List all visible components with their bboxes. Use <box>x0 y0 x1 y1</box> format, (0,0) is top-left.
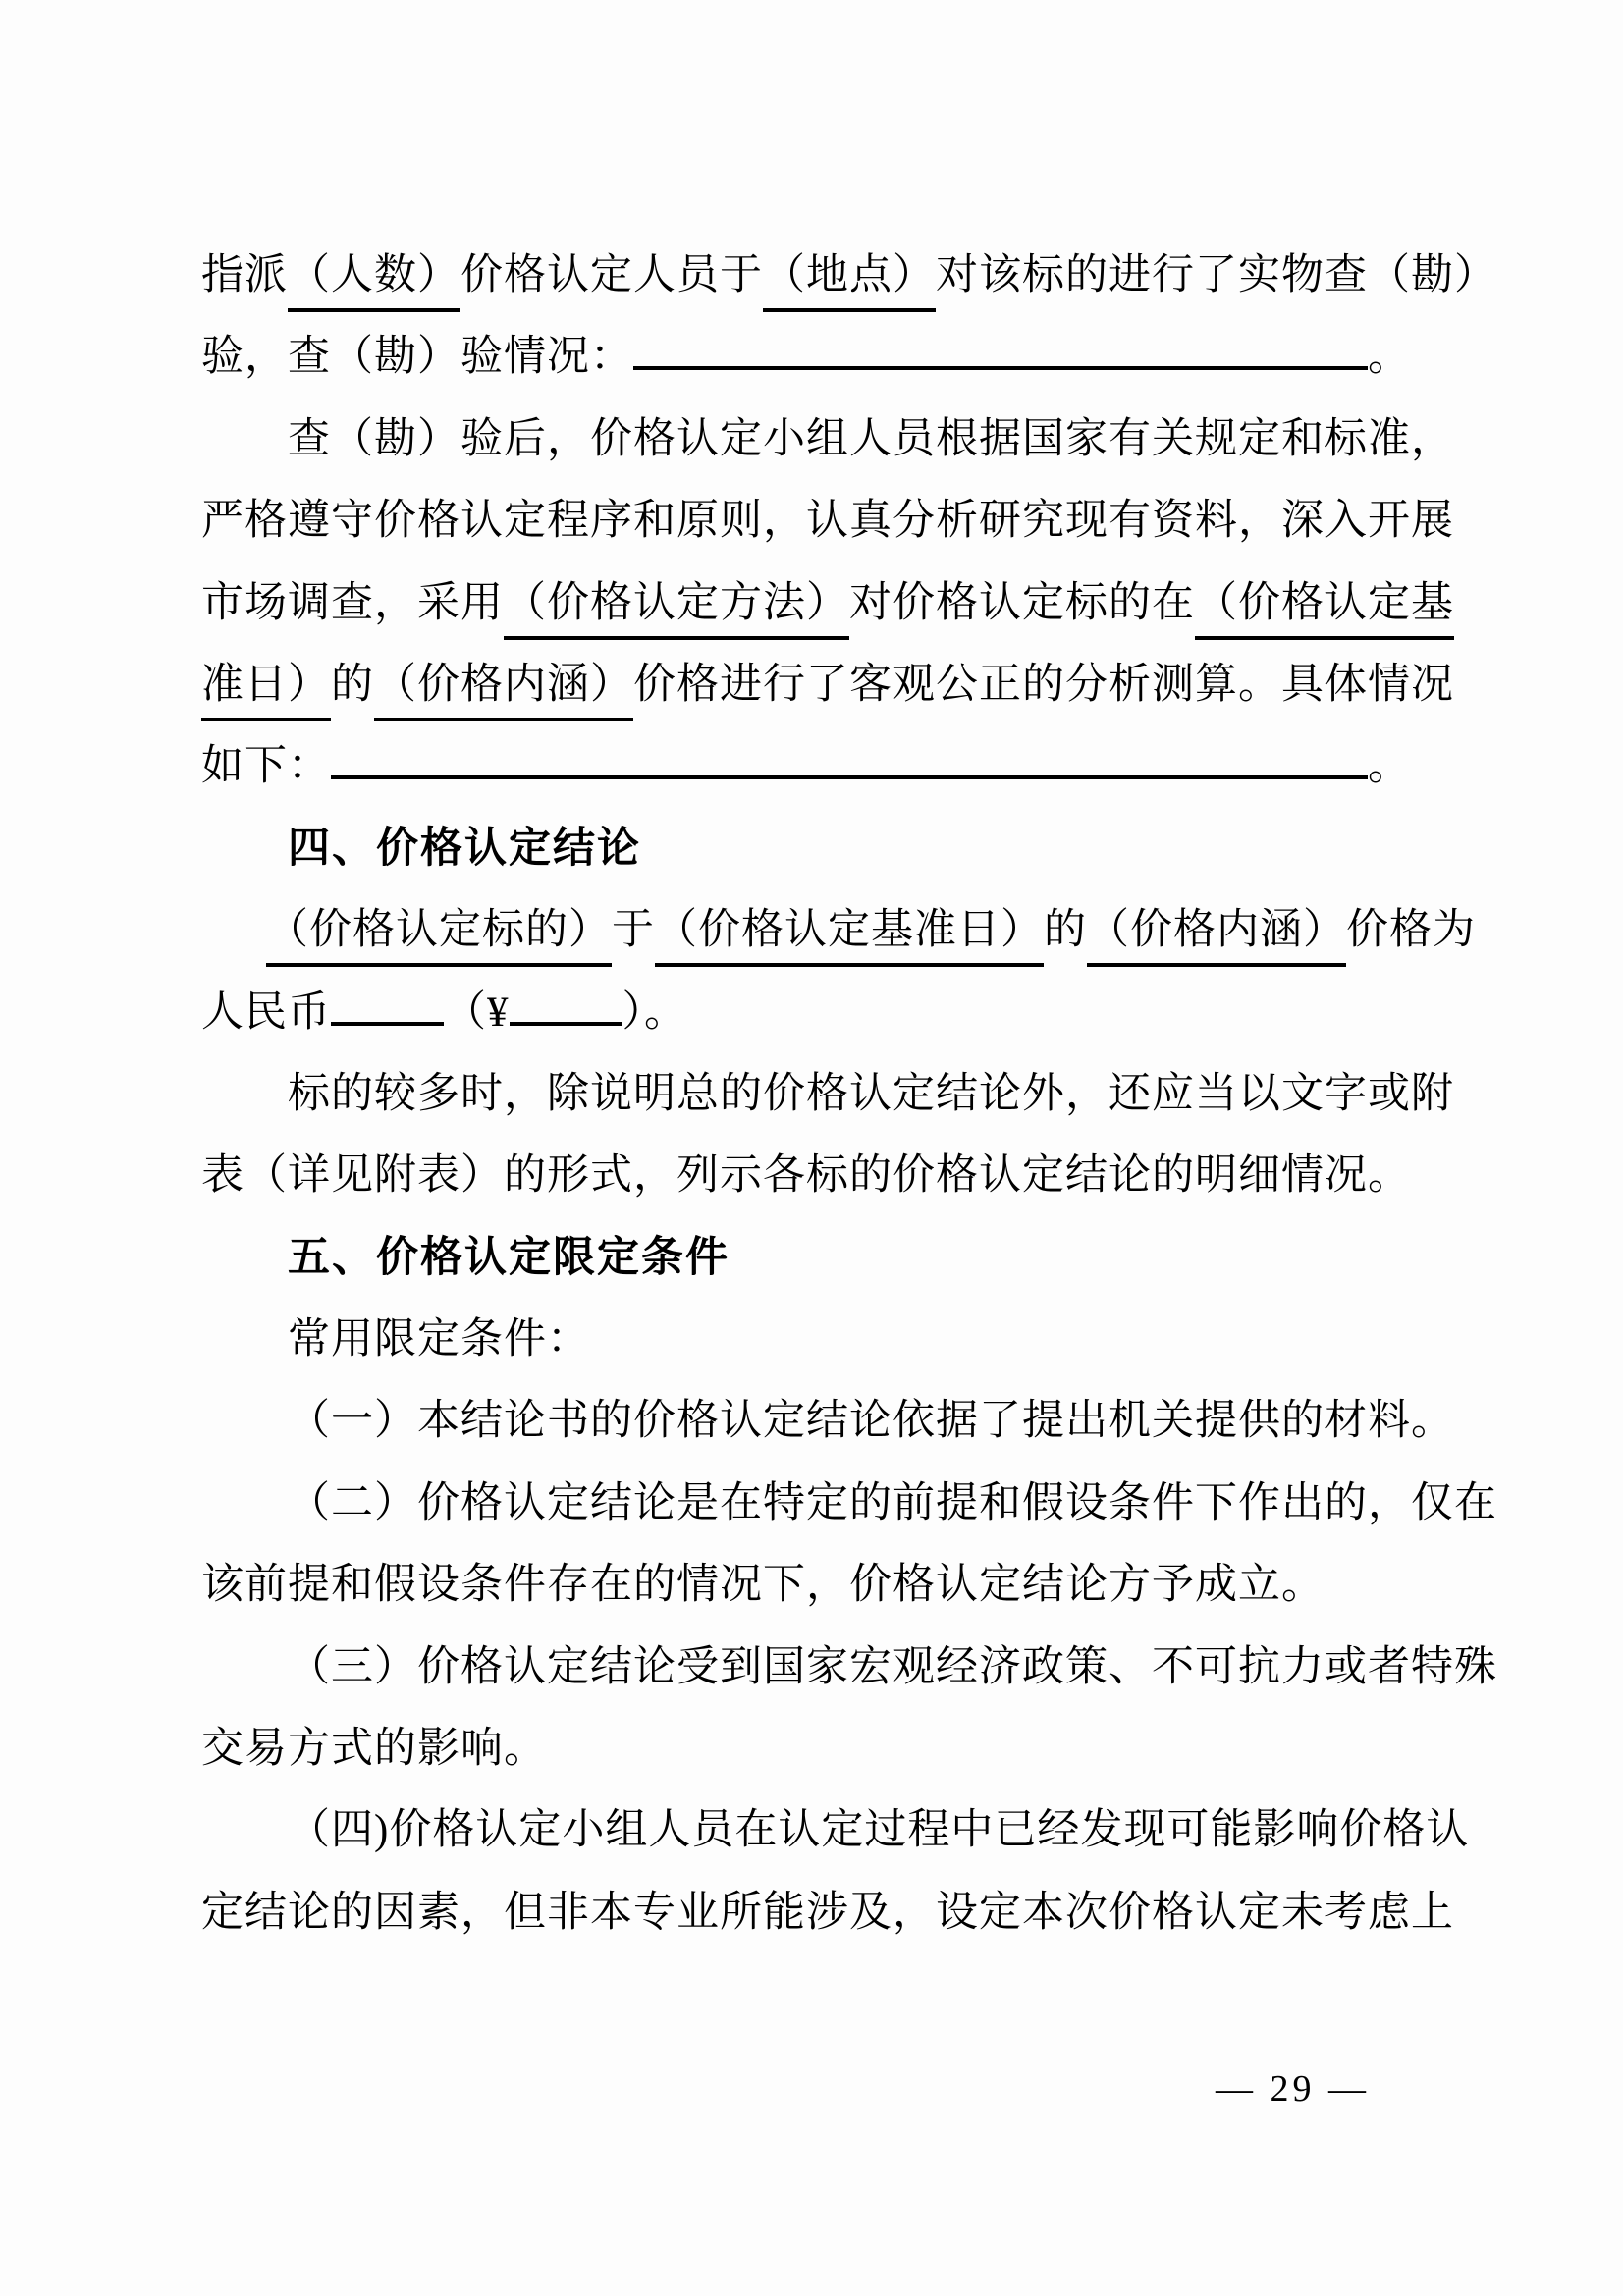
underlined-placeholder-text: 准日） <box>201 651 331 721</box>
text-line <box>201 732 1411 814</box>
text-line <box>201 241 1497 323</box>
blank-underline-field <box>331 1022 444 1026</box>
text-segment: 价格为 <box>1346 907 1476 954</box>
text-line <box>201 1469 1497 1551</box>
text-segment: 标的较多时，除说明总的价格认定结论外，还应当以文字或附 <box>288 1070 1454 1117</box>
text-segment: 交易方式的影响。 <box>201 1726 547 1773</box>
text-segment: （一）本结论书的价格认定结论依据了提出机关提供的材料。 <box>288 1398 1454 1445</box>
text-segment: 。 <box>1368 743 1411 790</box>
text-line <box>201 896 1476 978</box>
text-segment: 市场调查，采用 <box>201 579 504 626</box>
text-segment: （二）价格认定结论是在特定的前提和假设条件下作出的，仅在 <box>288 1479 1497 1526</box>
text-segment: 对价格认定标的在 <box>849 579 1195 626</box>
underlined-placeholder-text: （价格认定方法） <box>504 569 849 640</box>
text-segment: 该前提和假设条件存在的情况下，价格认定结论方予成立。 <box>201 1562 1325 1609</box>
document-body <box>201 241 1497 1960</box>
text-segment: （三）价格认定结论受到国家宏观经济政策、不可抗力或者特殊 <box>288 1643 1497 1690</box>
text-segment: 价格认定人员于 <box>460 252 763 298</box>
text-line <box>201 1387 1454 1468</box>
text-line <box>201 1142 1411 1223</box>
text-segment: 四、价格认定结论 <box>288 824 641 872</box>
text-segment: 的 <box>1044 907 1087 954</box>
text-line <box>201 651 1454 732</box>
text-segment: 严格遵守价格认定程序和原则，认真分析研究现有资料，深入开展 <box>201 498 1454 545</box>
text-line <box>201 979 1411 1060</box>
text-segment: 。 <box>1368 334 1411 381</box>
text-line <box>201 1551 1411 1632</box>
text-segment: 人民币 <box>201 988 331 1036</box>
text-segment: 定结论的因素，但非本专业所能涉及，设定本次价格认定未考虑上 <box>201 1889 1454 1936</box>
underlined-placeholder-text: （价格内涵） <box>374 651 633 721</box>
text-segment: 验，查（勘）验情况： <box>201 334 633 381</box>
text-segment: （¥ <box>444 988 510 1036</box>
text-segment: 于 <box>612 907 655 954</box>
text-segment: 五、价格认定限定条件 <box>288 1233 730 1281</box>
text-segment: 如下： <box>201 743 331 790</box>
text-line <box>201 1796 1470 1878</box>
text-segment: 常用限定条件： <box>288 1316 590 1363</box>
text-line <box>201 405 1454 487</box>
blank-underline-field <box>633 366 1368 370</box>
text-segment: 价格进行了客观公正的分析测算。具体情况 <box>633 661 1454 708</box>
underlined-placeholder-text: （价格认定基 <box>1195 569 1454 640</box>
text-line <box>201 1633 1497 1715</box>
blank-underline-field <box>331 775 1368 779</box>
text-line <box>201 1715 1411 1796</box>
underlined-placeholder-text: （价格认定基准日） <box>655 896 1044 967</box>
underlined-placeholder-text: （人数） <box>288 241 460 312</box>
text-line <box>201 323 1411 404</box>
text-segment: 表（详见附表）的形式，列示各标的价格认定结论的明细情况。 <box>201 1152 1411 1200</box>
text-line <box>201 1879 1454 1960</box>
blank-underline-field <box>510 1022 622 1026</box>
text-line <box>201 1060 1454 1142</box>
text-segment: （四)价格认定小组人员在认定过程中已经发现可能影响价格认 <box>288 1807 1470 1854</box>
text-segment: 指派 <box>201 252 288 298</box>
text-segment: 对该标的进行了实物查（勘） <box>936 252 1497 298</box>
section-heading <box>201 1224 1411 1306</box>
section-heading <box>201 815 1411 896</box>
text-segment: ）。 <box>622 988 687 1036</box>
underlined-placeholder-text: （价格认定标的） <box>266 896 612 967</box>
text-segment: 的 <box>331 661 374 708</box>
underlined-placeholder-text: （地点） <box>763 241 936 312</box>
text-line <box>201 1306 1411 1387</box>
page-number: — 29 — <box>1216 2068 1370 2109</box>
text-segment: 查（勘）验后，价格认定小组人员根据国家有关规定和标准， <box>288 415 1454 462</box>
text-line <box>201 569 1454 651</box>
underlined-placeholder-text: （价格内涵） <box>1087 896 1346 967</box>
text-line <box>201 487 1454 568</box>
